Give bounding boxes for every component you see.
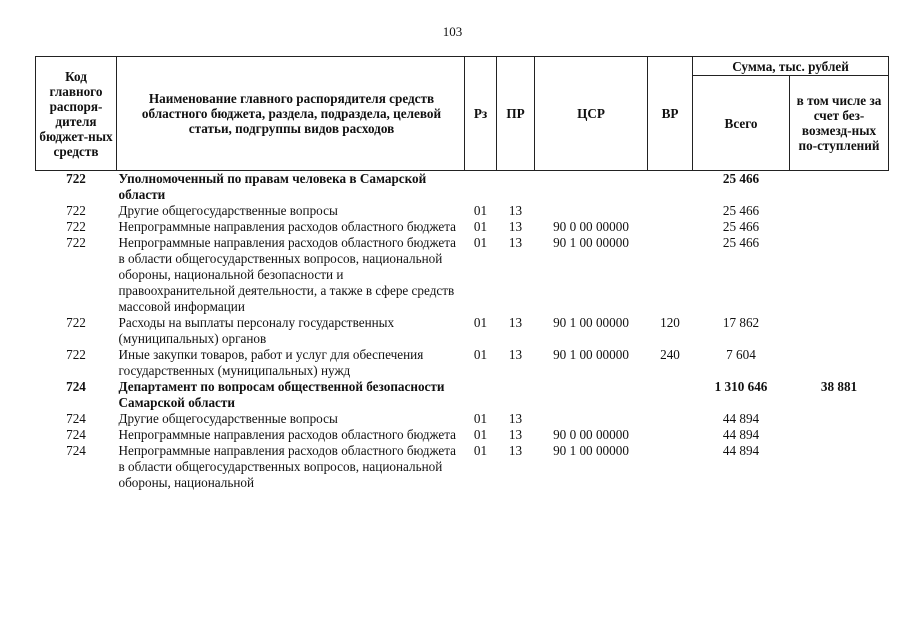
header-incl: в том числе за счет без-возмезд-ных по-ступлений	[790, 76, 889, 171]
cell-name: Непрограммные направления расходов областного бюджета в области общегосударственных вопросов, национальной обороны, национальной	[118, 443, 457, 490]
cell-code: 724	[66, 411, 86, 426]
cell-vr	[648, 203, 693, 219]
cell-code: 722	[66, 219, 86, 234]
header-rz: Рз	[465, 57, 497, 171]
cell-vr	[648, 171, 693, 204]
cell-csr	[535, 379, 648, 411]
cell-pr: 13	[508, 315, 523, 330]
cell-incl	[790, 171, 889, 204]
cell-csr	[535, 203, 648, 219]
page-number: 103	[442, 24, 463, 39]
cell-rz: 01	[473, 347, 488, 362]
cell-incl	[790, 235, 889, 315]
cell-total: 17 862	[722, 315, 760, 330]
cell-total: 25 466	[722, 235, 760, 250]
cell-name: Непрограммные направления расходов областного бюджета	[118, 219, 457, 234]
cell-csr: 90 0 00 00000	[553, 219, 629, 234]
cell-name: Расходы на выплаты персоналу государственных (муниципальных) органов	[118, 315, 395, 346]
cell-total: 44 894	[722, 427, 760, 442]
cell-pr: 13	[508, 427, 523, 442]
cell-name: Уполномоченный по правам человека в Самарской области	[118, 171, 427, 202]
cell-pr: 13	[508, 347, 523, 362]
cell-csr	[535, 411, 648, 427]
table-row	[36, 315, 889, 347]
table-row	[36, 427, 889, 443]
cell-csr: 90 1 00 00000	[553, 235, 629, 250]
cell-incl: 38 881	[820, 379, 858, 394]
table-row	[36, 235, 889, 315]
table-row	[36, 203, 889, 219]
cell-name: Иные закупки товаров, работ и услуг для обеспечения государственных (муниципальных) нужд	[118, 347, 424, 378]
cell-incl	[790, 315, 889, 347]
cell-name: Непрограммные направления расходов областного бюджета в области общегосударственных вопросов, национальной обороны, национальной безопасности и правоохранительной деятельности, а также в сфере средств массовой информации	[118, 235, 457, 314]
cell-name: Непрограммные направления расходов областного бюджета	[118, 427, 457, 442]
cell-pr: 13	[508, 203, 523, 218]
cell-code: 722	[66, 315, 86, 330]
cell-csr: 90 1 00 00000	[553, 315, 629, 330]
cell-pr	[497, 171, 535, 204]
header-pr: ПР	[497, 57, 535, 171]
header-csr: ЦСР	[535, 57, 648, 171]
cell-total: 25 466	[722, 219, 760, 234]
cell-name: Департамент по вопросам общественной безопасности Самарской области	[118, 379, 445, 410]
cell-code: 722	[66, 235, 86, 250]
cell-total: 44 894	[722, 411, 760, 426]
cell-rz: 01	[473, 411, 488, 426]
cell-csr: 90 1 00 00000	[553, 443, 629, 458]
cell-vr	[648, 219, 693, 235]
cell-rz: 01	[473, 203, 488, 218]
cell-csr: 90 1 00 00000	[553, 347, 629, 362]
budget-table	[35, 56, 889, 491]
cell-rz: 01	[473, 219, 488, 234]
cell-code: 722	[66, 347, 86, 362]
cell-name: Другие общегосударственные вопросы	[118, 203, 338, 218]
table-header	[36, 57, 889, 171]
cell-rz: 01	[473, 443, 488, 458]
cell-incl	[790, 203, 889, 219]
header-total: Всего	[693, 76, 790, 171]
cell-total: 25 466	[722, 171, 760, 186]
cell-vr: 240	[660, 347, 680, 362]
cell-pr: 13	[508, 235, 523, 250]
table-row	[36, 219, 889, 235]
cell-pr: 13	[508, 443, 523, 458]
cell-code: 722	[66, 171, 86, 186]
table-row	[36, 411, 889, 427]
cell-rz: 01	[473, 235, 488, 250]
cell-rz	[465, 171, 497, 204]
cell-incl	[790, 347, 889, 379]
cell-vr	[648, 379, 693, 411]
cell-rz	[465, 379, 497, 411]
cell-total: 7 604	[726, 347, 756, 362]
header-code: Код главного распоря-дителя бюджет-ных средств	[36, 57, 117, 171]
header-sum: Сумма, тыс. рублей	[693, 57, 889, 76]
cell-code: 722	[66, 203, 86, 218]
table-row	[36, 379, 889, 411]
cell-incl	[790, 443, 889, 491]
header-name: Наименование главного распорядителя средств областного бюджета, раздела, подраздела, целевой статьи, подгруппы видов расходов	[117, 57, 465, 171]
cell-incl	[790, 219, 889, 235]
cell-rz: 01	[473, 315, 488, 330]
header-vr: ВР	[648, 57, 693, 171]
cell-vr	[648, 443, 693, 491]
cell-vr	[648, 411, 693, 427]
cell-csr: 90 0 00 00000	[553, 427, 629, 442]
cell-pr: 13	[508, 219, 523, 234]
cell-vr: 120	[660, 315, 680, 330]
cell-rz: 01	[473, 427, 488, 442]
cell-code: 724	[66, 427, 86, 442]
table-row	[36, 171, 889, 204]
cell-vr	[648, 427, 693, 443]
cell-name: Другие общегосударственные вопросы	[118, 411, 338, 426]
cell-total: 44 894	[722, 443, 760, 458]
cell-total: 25 466	[722, 203, 760, 218]
cell-code: 724	[66, 379, 86, 394]
cell-incl	[790, 427, 889, 443]
cell-pr: 13	[508, 411, 523, 426]
table-row	[36, 347, 889, 379]
cell-pr	[497, 379, 535, 411]
cell-code: 724	[66, 443, 86, 458]
table-row	[36, 443, 889, 491]
cell-incl	[790, 411, 889, 427]
cell-csr	[535, 171, 648, 204]
cell-total: 1 310 646	[714, 379, 768, 394]
cell-vr	[648, 235, 693, 315]
